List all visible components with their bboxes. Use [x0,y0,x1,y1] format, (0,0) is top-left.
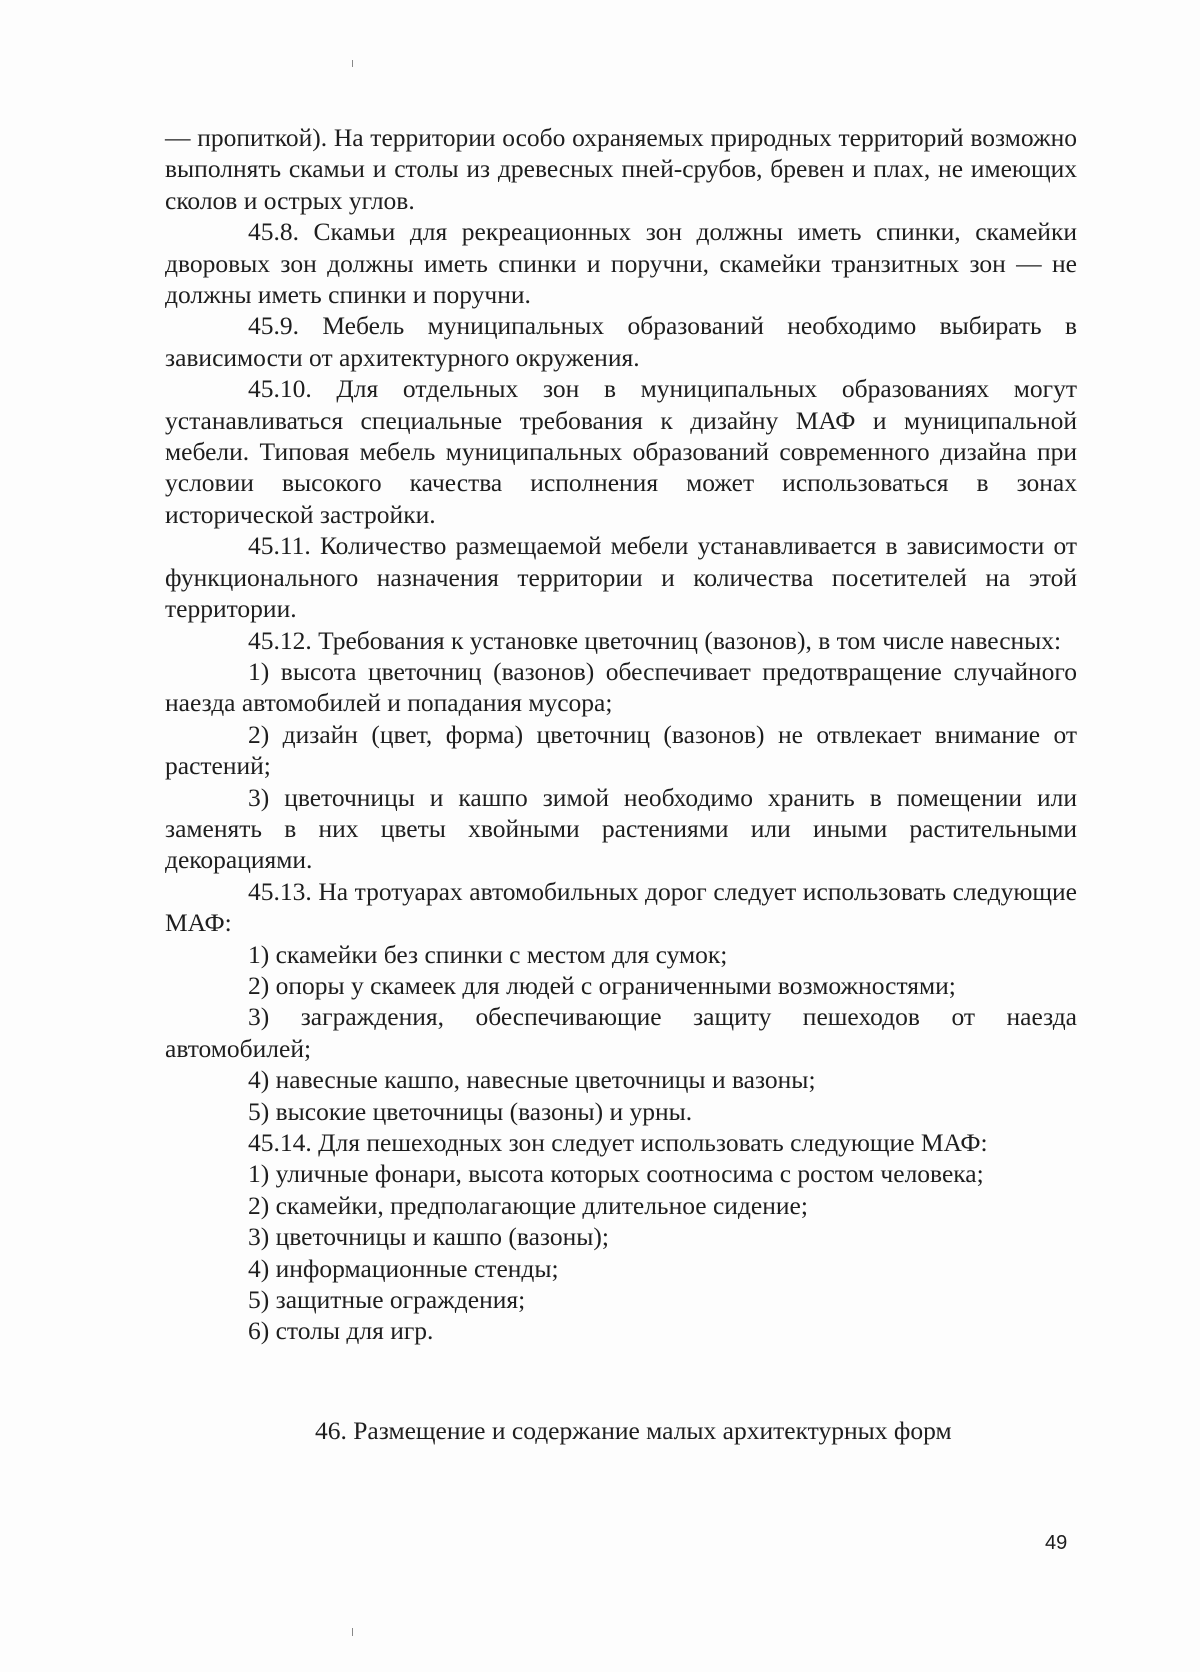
list-item: 4) навесные кашпо, навесные цветочницы и вазоны; [248,1065,816,1095]
list-item: 2) опоры у скамеек для людей с ограниченными возможностями; [248,970,956,1000]
list-item: 3) заграждения, обеспечивающие защиту пешеходов от наезда автомобилей; [165,1002,1077,1063]
paragraph-45-11: 45.11. Количество размещаемой мебели устанавливается в зависимости от функционального назначения территории и количества посетителей на этой территории. [165,531,1077,624]
scan-mark [352,1628,353,1636]
list-item: 1) высота цветочниц (вазонов) обеспечивает предотвращение случайного наезда автомобилей и попадания мусора; [165,656,1077,718]
list-item: 6) столы для игр. [248,1316,434,1346]
list-item: 2) скамейки, предполагающие длительное сидение; [248,1190,808,1220]
paragraph: — пропиткой). На территории особо охраняемых природных территорий возможно выполнять скамьи и столы из древесных пней-срубов, бревен и плах, не имеющих сколов и острых углов. [165,123,1077,215]
list-item: 3) цветочницы и кашпо (вазоны); [248,1222,609,1252]
list-item: 5) защитные ограждения; [248,1285,526,1315]
list-item: 1) скамейки без спинки с местом для сумок; [248,939,728,969]
list-item: 2) дизайн (цвет, форма) цветочниц (вазонов) не отвлекает внимание от растений; [165,719,1077,781]
body-text [165,122,1077,1347]
paragraph-45-14: 45.14. Для пешеходных зон следует использовать следующие МАФ: [248,1128,988,1157]
section-heading: 46. Размещение и содержание малых архитектурных форм [315,1416,952,1445]
list-item: 1) уличные фонари, высота которых соотносима с ростом человека; [248,1159,984,1189]
paragraph-45-13: 45.13. На тротуарах автомобильных дорог следует использовать следующие МАФ: [165,876,1077,938]
paragraph-45-9: 45.9. Мебель муниципальных образований необходимо выбирать в зависимости от архитектурного окружения. [165,311,1077,372]
paragraph-45-12: 45.12. Требования к установке цветочниц (вазонов), в том числе навесных: [248,625,1062,655]
list-item: 5) высокие цветочницы (вазоны) и урны. [248,1096,693,1126]
list-item: 4) информационные стенды; [248,1253,559,1283]
paragraph-45-8: 45.8. Скамьи для рекреационных зон должны иметь спинки, скамейки дворовых зон должны иметь спинки и поручни, скамейки транзитных зон — не должны иметь спинки и поручни. [165,217,1077,310]
list-item: 3) цветочницы и кашпо зимой необходимо хранить в помещении или заменять в них цветы хвойными растениями или иными растительными декорациями. [165,782,1077,875]
paragraph-45-10: 45.10. Для отдельных зон в муниципальных образованиях могут устанавливаться специальные требования к дизайну МАФ и муниципальной мебели. Типовая мебель муниципальных образований современного дизайна при условии высокого качества исполнения может использоваться в зонах исторической застройки. [165,374,1077,529]
scan-mark [352,60,353,67]
page-number: 49 [1045,1532,1068,1554]
